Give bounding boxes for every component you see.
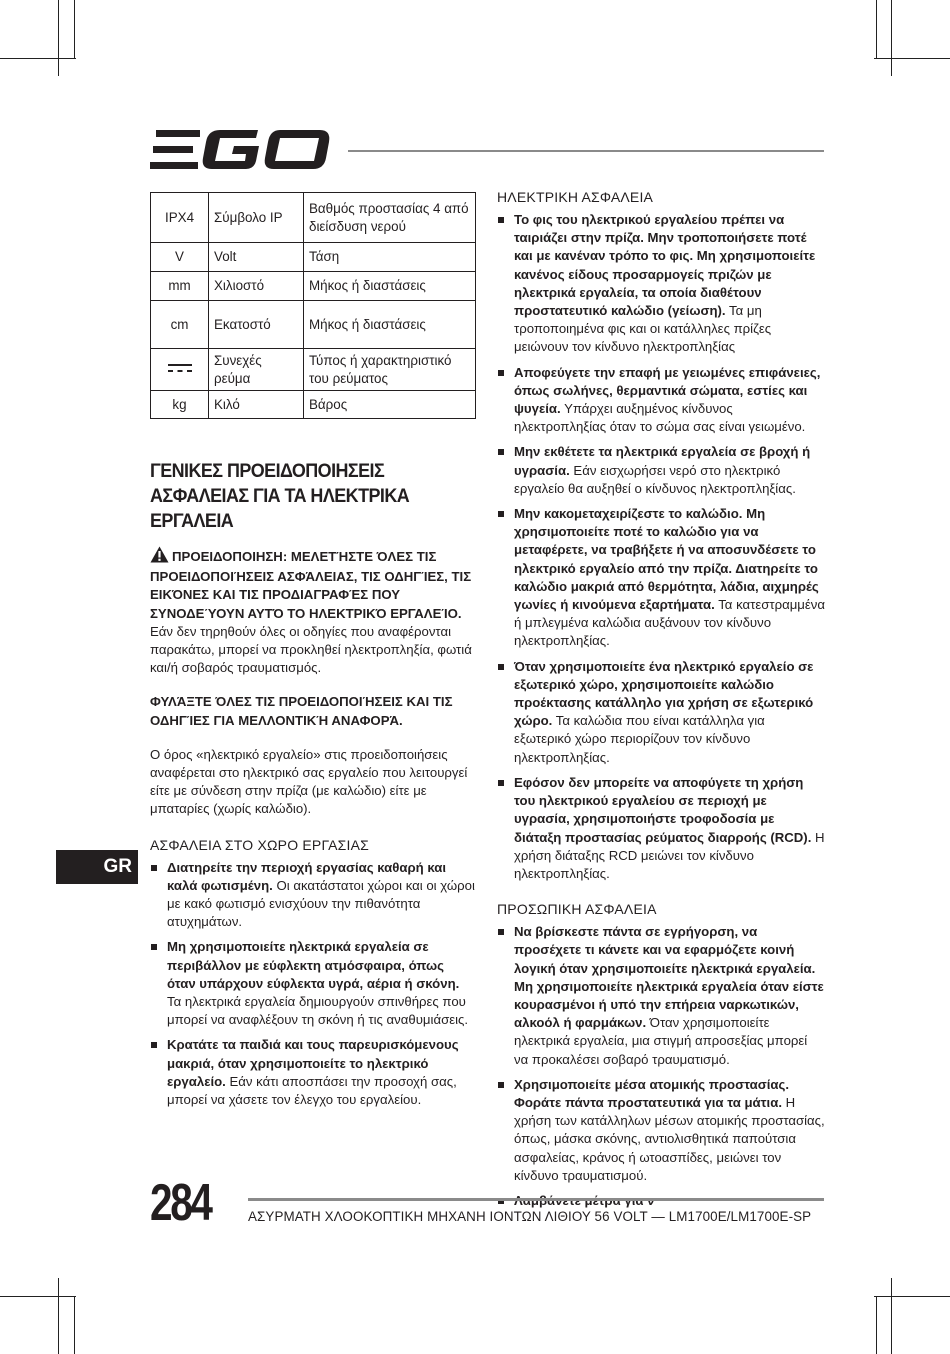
list-item	[497, 364, 825, 437]
table-row	[151, 243, 476, 272]
work-area-heading: ΑΣΦΑΛΕΙΑ ΣΤΟ ΧΩΡΟ ΕΡΓΑΣΙΑΣ	[150, 836, 369, 853]
meaning-cell: Τύπος ή χαρακτηριστικό του ρεύματος	[304, 349, 476, 391]
list-item	[150, 1036, 476, 1109]
electrical-safety-list	[497, 211, 825, 883]
meaning-cell: Μήκος ή διαστάσεις	[304, 272, 476, 301]
table-row	[151, 301, 476, 349]
item-bold: Χρησιμοποιείτε μέσα ατομικής προστασίας. Φοράτε πάντα προστατευτικά για τα μάτια.	[514, 1076, 790, 1110]
footer-rule	[248, 1198, 824, 1201]
item-bold: Μην κακομεταχειρίζεστε το καλώδιο. Μη χρησιμοποιείτε ποτέ το καλώδιο για να μεταφέρετε, να τραβήξετε ή να αποσυνδέσετε το ηλεκτρικό εργαλείο από την πρίζα. Διατηρείτε το καλώδιο μακριά από θερμότητα, λάδια, αιχμηρές γωνίες ή κινούμενα εξαρτήματα.	[514, 506, 819, 613]
item-bold: Μη χρησιμοποιείτε ηλεκτρικά εργαλεία σε περιβάλλον με εύφλεκτη ατμόσφαιρα, όπως όταν υπάρχουν εύφλεκτα υγρά, αέρια ή σκόνη.	[167, 939, 460, 991]
item-text: Εάν κάτι αποσπάσει την προσοχή σας, μπορεί να χάσετε τον έλεγχο του εργαλείου.	[167, 1073, 457, 1108]
item-bold: Αποφεύγετε την επαφή με γειωμένες επιφάνειες, όπως σωλήνες, θερμαντικά σώματα, εστίες και ψυγεία.	[514, 364, 821, 417]
keep-instructions-notice: ΦΥΛΆΞΤΕ ΌΛΕΣ ΤΙΣ ΠΡΟΕΙΔΟΠΟΙΉΣΕΙΣ ΚΑΙ ΤΙΣ ΟΔΗΓΊΕΣ ΓΙΑ ΜΕΛΛΟΝΤΙΚΉ ΑΝΑΦΟΡΆ.	[150, 694, 453, 728]
item-bold: Το φις του ηλεκτρικού εργαλείου πρέπει να ταιριάζει στην πρίζα. Μην τροποποιήσετε ποτέ και με κανέναν τρόπο το φις. Μη χρησιμοποιείτε κανένος είδους προσαρμογείς πριζών με ηλεκτρικά εργαλεία, τα οποία διαθέτουν προστατευτικό καλώδιο (γείωση).	[514, 212, 816, 319]
bullet-icon	[498, 929, 504, 935]
header-rule	[348, 150, 824, 152]
meaning-cell: Βαθμός προστασίας 4 από διείσδυση νερού	[304, 193, 476, 243]
definition-paragraph: Ο όρος «ηλεκτρικό εργαλείο» στις προειδοποιήσεις αναφέρεται στο ηλεκτρικό σας εργαλείο που λειτουργεί είτε με σύνδεση στην πρίζα (με καλώδιο) είτε με μπαταρίες (χωρίς καλώδιο).	[150, 746, 468, 817]
warning-text: Εάν δεν τηρηθούν όλες οι οδηγίες που αναφέρονται παρακάτω, μπορεί να προκληθεί ηλεκτροπληξία, φωτιά και/ή σοβαρός τραυματισμός.	[150, 623, 472, 676]
list-item	[497, 211, 825, 357]
list-item	[150, 938, 476, 1029]
list-item	[497, 923, 825, 1069]
personal-safety-heading: ΠΡΟΣΩΠΙΚΗ ΑΣΦΑΛΕΙΑ	[497, 901, 657, 918]
item-text: Τα καλώδια που είναι κατάλληλα για εξωτερικό χώρο περιορίζουν τον κίνδυνο ηλεκτροπληξίας.	[514, 713, 765, 765]
bullet-icon	[151, 865, 157, 871]
right-column	[497, 189, 825, 1217]
symbols-table	[150, 192, 476, 419]
bullet-icon	[498, 511, 504, 517]
item-bold: Διατηρείτε την περιοχή εργασίας καθαρή και καλά φωτισμένη.	[167, 859, 447, 893]
symbol-cell: mm	[151, 272, 209, 301]
list-item	[497, 505, 825, 651]
item-text: Τα ηλεκτρικά εργαλεία δημιουργούν σπινθήρες που μπορεί να αναφλέξουν τη σκόνη ή τις αναθυμιάσεις.	[167, 994, 469, 1028]
item-bold: Να βρίσκεστε πάντα σε εγρήγορση, να προσέχετε τι κάνετε και να εφαρμόζετε κοινή λογική όταν χρησιμοποιείτε ηλεκτρικά εργαλεία. Μη χρησιμοποιείτε ηλεκτρικά εργαλεία όταν είστε κουρασμένοι ή υπό την επήρεια ναρκωτικών, αλκοόλ ή φαρμάκων.	[514, 924, 824, 1031]
bullet-icon	[151, 1042, 157, 1048]
symbol-cell: V	[151, 243, 209, 272]
item-text: Όταν χρησιμοποιείτε ηλεκτρικά εργαλεία, μια στιγμή απροσεξίας μπορεί να προκαλέσει σοβαρό τραυματισμό.	[514, 1015, 808, 1067]
table-row	[151, 193, 476, 243]
electrical-safety-heading: ΗΛΕΚΤΡΙΚΗ ΑΣΦΑΛΕΙΑ	[497, 189, 654, 205]
item-text: Εάν εισχωρήσει νερό στο ηλεκτρικό εργαλείο θα αυξηθεί ο κίνδυνος ηλεκτροπληξίας.	[514, 462, 796, 496]
page-number: 284	[150, 1174, 211, 1232]
item-text: Η χρήση διάταξης RCD μειώνει τον κίνδυνο ηλεκτροπληξίας.	[514, 829, 825, 881]
bullet-icon	[151, 944, 157, 950]
name-cell: Volt	[209, 243, 304, 272]
item-bold: Όταν χρησιμοποιείτε ένα ηλεκτρικό εργαλείο σε εξωτερικό χώρο, χρησιμοποιείτε καλώδιο προέκτασης κατάλληλο για χρήση σε εξωτερικό χώρο.	[514, 658, 814, 729]
list-item	[497, 1192, 825, 1210]
bullet-icon	[498, 780, 504, 786]
list-item	[497, 443, 825, 498]
dc-current-icon	[168, 362, 192, 377]
bullet-icon	[498, 449, 504, 455]
name-cell: Σύμβολο IP	[209, 193, 304, 243]
warning-triangle-icon	[150, 546, 169, 568]
bullet-icon	[498, 1082, 504, 1088]
ego-logo	[150, 128, 332, 177]
list-item	[497, 1076, 825, 1185]
section-heading: ΓΕΝΙΚΕΣ ΠΡΟΕΙΔΟΠΟΙΗΣΕΙΣ ΑΣΦΑΛΕΙΑΣ ΓΙΑ ΤΑ ΗΛΕΚΤΡΙΚΑ ΕΡΓΑΛΕΙΑ	[150, 460, 410, 532]
language-tab: GR	[56, 850, 138, 884]
personal-safety-list	[497, 923, 825, 1210]
item-text: Τα μη τροποποιημένα φις και οι κατάλληλες πρίζες μειώνουν τον κίνδυνο ηλεκτροπληξίας	[514, 303, 772, 355]
item-text: Οι ακατάστατοι χώροι και οι χώροι με κακό φωτισμό ενισχύουν την πιθανότητα ατυχημάτων.	[167, 877, 475, 930]
footer-title: ΑΣΥΡΜΑΤΗ ΧΛΟΟΚΟΠΤΙΚΗ ΜΗΧΑΝΗ ΙΟΝΤΩΝ ΛΙΘΙΟΥ 56 VOLT — LM1700E/LM1700E-SP	[248, 1209, 812, 1224]
list-item	[497, 774, 825, 883]
symbol-cell: IPX4	[151, 193, 209, 243]
item-bold: Μην εκθέτετε τα ηλεκτρικά εργαλεία σε βροχή ή υγρασία.	[514, 444, 811, 478]
meaning-cell: Μήκος ή διαστάσεις	[304, 301, 476, 349]
name-cell: Εκατοστό	[209, 301, 304, 349]
symbol-cell	[151, 349, 209, 391]
table-row	[151, 272, 476, 301]
meaning-cell: Τάση	[304, 243, 476, 272]
name-cell: Χιλιοστό	[209, 272, 304, 301]
table-row	[151, 349, 476, 391]
warning-bold: ΠΡΟΕΙΔΟΠΟΙΗΣΗ: ΜΕΛΕΤΉΣΤΕ ΌΛΕΣ ΤΙΣ ΠΡΟΕΙΔΟΠΟΙΉΣΕΙΣ ΑΣΦΆΛΕΙΑΣ, ΤΙΣ ΟΔΗΓΊΕΣ, ΤΙΣ ΕΙΚΌΝΕΣ ΚΑΙ ΤΙΣ ΠΡΟΔΙΑΓΡΑΦΈΣ ΠΟΥ ΣΥΝΟΔΕΎΟΥΝ ΑΥΤΌ ΤΟ ΗΛΕΚΤΡΙΚΌ ΕΡΓΑΛΕΊΟ.	[150, 549, 472, 621]
left-column	[150, 192, 476, 1116]
item-text: Υπάρχει αυξημένος κίνδυνος ηλεκτροπληξίας όταν το σώμα σας είναι γειωμένο.	[514, 401, 806, 435]
list-item	[497, 658, 825, 767]
bullet-icon	[498, 664, 504, 670]
warning-paragraph	[150, 546, 476, 677]
symbol-cell: cm	[151, 301, 209, 349]
meaning-cell: Βάρος	[304, 391, 476, 419]
name-cell: Κιλό	[209, 391, 304, 419]
table-row	[151, 391, 476, 419]
symbol-cell: kg	[151, 391, 209, 419]
bullet-icon	[498, 370, 504, 376]
list-item	[150, 859, 476, 932]
item-text: Η χρήση των κατάλληλων μέσων ατομικής προστασίας, όπως, μάσκα σκόνης, αντιολισθητικά παπούτσια ασφαλείας, κράνος ή ωτοασπίδες, μειώνει τον κίνδυνο τραυματισμού.	[514, 1094, 825, 1183]
work-area-list	[150, 859, 476, 1110]
item-bold: Κρατάτε τα παιδιά και τους παρευρισκόμενους μακριά, όταν χρησιμοποιείτε το ηλεκτρικό εργαλείο.	[167, 1037, 459, 1089]
name-cell: Συνεχές ρεύμα	[209, 349, 304, 391]
item-bold: Εφόσον δεν μπορείτε να αποφύγετε τη χρήση του ηλεκτρικού εργαλείου σε περιοχή με υγρασία, χρησιμοποιήστε τροφοδοσία με διάταξη προστασίας ρεύματος διαρροής (RCD).	[514, 774, 812, 845]
bullet-icon	[498, 217, 504, 223]
item-text: Τα κατεστραμμένα ή μπλεγμένα καλώδια αυξάνουν τον κίνδυνο ηλεκτροπληξίας.	[514, 597, 825, 649]
